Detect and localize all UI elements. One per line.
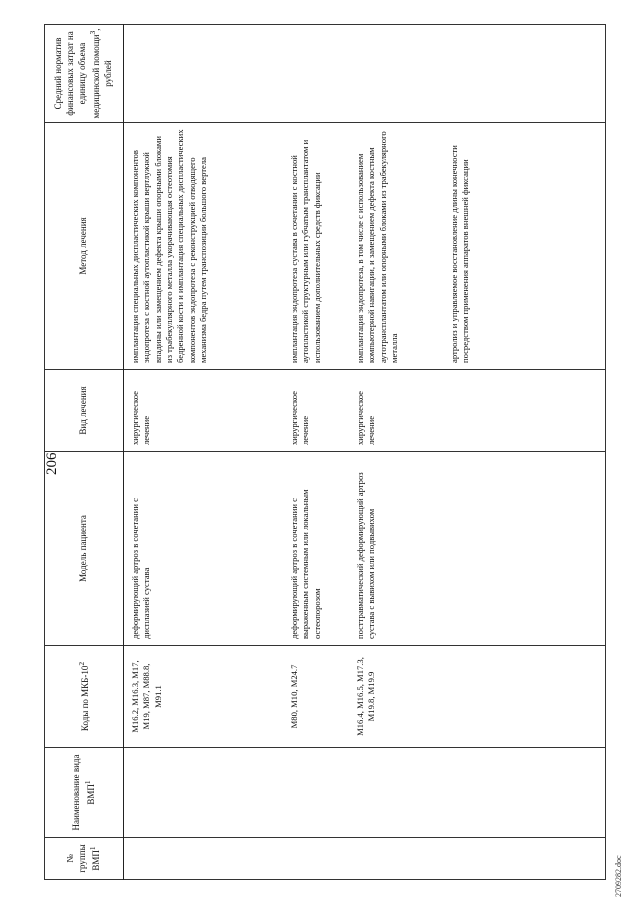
header-icd-codes: Коды по МКБ-$10^2$ [45,646,124,748]
method-row-3b: артролиз и управляемое восстановление длины конечности посредством применения аппаратов внешней фиксации [449,145,471,363]
method-row-3a: имплантация эндопротеза, в том числе с использованием компьютерной навигации, и замещением дефекта костным аутотрансплантатом или опорными блоками из трабекулярного металла [355,131,400,363]
cell-treatment-method [124,123,606,370]
header-patient-model: Модель пациента [45,452,124,646]
method-row-2: имплантация эндопротеза сустава в сочетании с костной аутопластикой структурным или губчатым трансплантатом и использованием дополнительных средств фиксации [289,139,322,363]
model-row-3: посттравматический деформирующий артроз сустава с вывихом или подвывихом [355,472,377,639]
model-row-1: деформирующий артроз в сочетании с дисплазией сустава [130,498,152,639]
cell-group-number [124,838,606,880]
table-header-row [45,25,124,880]
cell-average-cost [124,25,606,123]
table-body-row [124,25,606,880]
page-number: 206 [44,452,60,475]
codes-row-3: M16.4, M16.5, M17.3, M19.8, M19.9 [355,657,377,736]
cell-patient-model [124,452,606,646]
model-row-2: деформирующий артроз в сочетании с выраженным системным или локальным остеопорозом [289,489,322,639]
cell-icd-codes [124,646,606,748]
cell-treatment-type [124,370,606,452]
type-row-1: хирургическое лечение [130,391,152,445]
type-row-3: хирургическое лечение [355,391,377,445]
type-row-2: хирургическое лечение [289,391,311,445]
header-vmp-name: Наименование вида ВМП$^1$ [45,748,124,838]
cell-vmp-name [124,748,606,838]
header-group-number: № группы ВМП$^1$ [45,838,124,880]
header-treatment-type: Вид лечения [45,370,124,452]
document-footer: 2709282.doc [614,855,623,897]
codes-row-1: M16.2, M16.3, M17, M19, M87, M88.8, M91.1 [130,660,163,733]
header-average-cost: Средний норматив финансовых затрат на единицу объема медицинской помощи$^3$, рублей [45,25,124,123]
method-row-1: имплантация специальных диспластических компонентов эндопротеза с костной аутопластикой крыши вертлужной впадины или замещением дефекта крыши опорными блоками из трабекуллярного металла укорачивающая остеотомия бедренной кости и имплантация специальных диспластических компонентов эндопротеза с реконструкцией отводящего механизма бедра путем транспозиции большого вертела [130,129,209,363]
vmp-table [44,24,606,880]
codes-row-2: M80, M10, M24.7 [289,664,299,729]
header-treatment-method: Метод лечения [45,123,124,370]
